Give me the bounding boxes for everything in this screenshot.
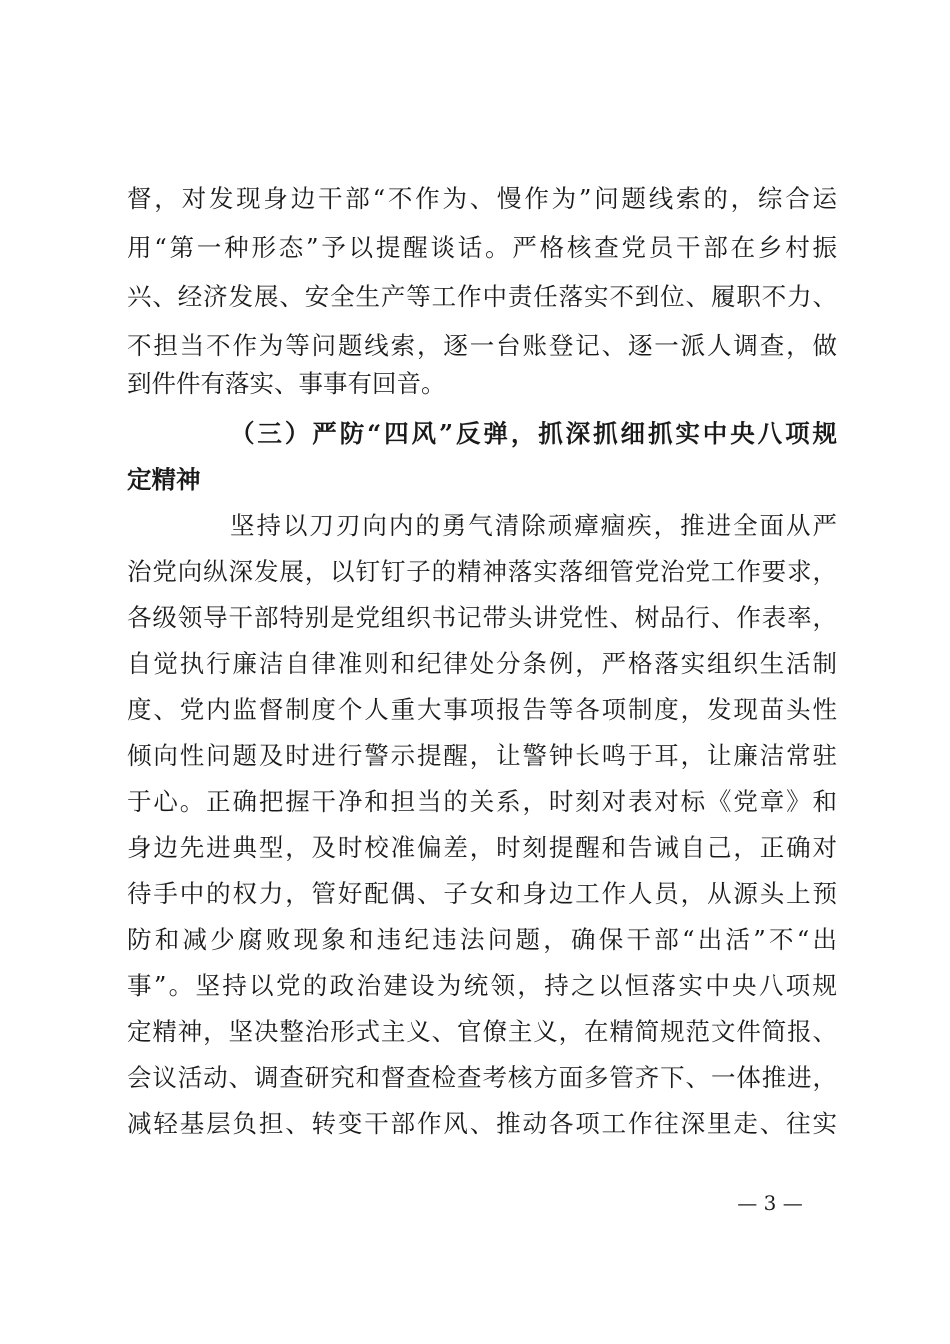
text-line: 减轻基层负担、转变干部作风、推动各项工作往深里走、往实 [127,1109,837,1138]
text-line: 事”。坚持以党的政治建设为统领，持之以恒落实中央八项规 [127,971,837,1000]
section-heading-continued: 定精神 [127,465,201,494]
text-line: 用“第一种形态”予以提醒谈话。严格核查党员干部在乡村振 [127,233,837,262]
text-line: 身边先进典型，及时校准偏差，时刻提醒和告诫自己，正确对 [127,833,837,862]
text-line: 会议活动、调查研究和督查检查考核方面多管齐下、一体推进， [127,1063,837,1092]
text-line: 定精神，坚决整治形式主义、官僚主义，在精简规范文件简报、 [127,1017,837,1046]
text-line: 各级领导干部特别是党组织书记带头讲党性、树品行、作表率， [127,603,837,632]
text-line: 度、党内监督制度个人重大事项报告等各项制度，发现苗头性 [127,695,837,724]
text-line: 督，对发现身边干部“不作为、慢作为”问题线索的，综合运 [127,184,837,213]
text-line: 兴、经济发展、安全生产等工作中责任落实不到位、履职不力、 [127,282,837,311]
text-line: 自觉执行廉洁自律准则和纪律处分条例，严格落实组织生活制 [127,649,837,678]
text-line: 到件件有落实、事事有回音。 [127,369,446,398]
text-line: 于心。正确把握干净和担当的关系，时刻对表对标《党章》和 [127,787,837,816]
page-number: — 3 — [737,1191,803,1215]
text-line: 待手中的权力，管好配偶、子女和身边工作人员，从源头上预 [127,879,837,908]
text-line: 不担当不作为等问题线索，逐一台账登记、逐一派人调查，做 [127,331,837,360]
section-heading: （三）严防“四风”反弹，抓深抓细抓实中央八项规 [230,419,837,448]
text-line: 防和减少腐败现象和违纪违法问题，确保干部“出活”不“出 [127,925,837,954]
text-line: 治党向纵深发展，以钉钉子的精神落实落细管党治党工作要求， [127,557,837,586]
text-line: 倾向性问题及时进行警示提醒，让警钟长鸣于耳，让廉洁常驻 [127,741,837,770]
text-line: 坚持以刀刃向内的勇气清除顽瘴痼疾，推进全面从严 [230,511,837,540]
